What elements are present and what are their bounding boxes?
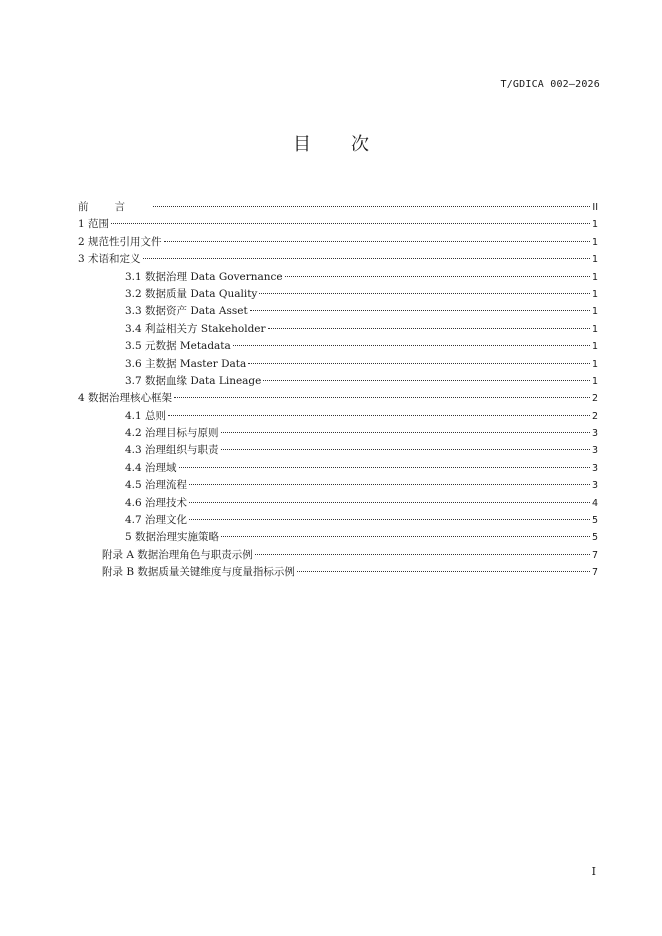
document-code: T/GDICA 002—2026: [500, 79, 600, 90]
toc-entry-label: 附录 B 数据质量关键维度与度量指标示例: [102, 566, 295, 579]
toc-entry-page: 3: [591, 428, 598, 440]
toc-leader-dots: [189, 519, 590, 520]
toc-entry-label: 2 规范性引用文件: [78, 235, 162, 248]
toc-entry[interactable]: [78, 408, 598, 425]
toc-leader-dots: [189, 502, 590, 503]
toc-entry[interactable]: [78, 373, 598, 390]
toc-entry[interactable]: [78, 216, 598, 233]
toc-entry-page: 2: [591, 410, 598, 422]
toc-entry-page: 1: [591, 271, 598, 283]
toc-leader-dots: [297, 571, 590, 572]
toc-entry-page: 7: [591, 567, 598, 579]
toc-entry-label: 5 数据治理实施策略: [125, 531, 220, 544]
toc-entry-page: 1: [591, 254, 598, 266]
toc-entry-label: 3 术语和定义: [78, 253, 141, 266]
toc-entry-label: 3.4 利益相关方 Stakeholder: [125, 322, 266, 335]
toc-leader-dots: [250, 310, 590, 311]
toc-leader-dots: [221, 432, 590, 433]
toc-entry-label: 4 数据治理核心框架: [78, 392, 173, 405]
toc-entry-label: 3.6 主数据 Master Data: [125, 357, 247, 370]
toc-entry-label: 1 范围: [78, 218, 110, 231]
toc-leader-dots: [221, 449, 590, 450]
toc-leader-dots: [174, 397, 590, 398]
toc-entry[interactable]: [78, 495, 598, 512]
toc-entry-page: 5: [591, 532, 598, 544]
toc-entry-page: 1: [591, 236, 598, 248]
toc-entry-label: 4.5 治理流程: [125, 479, 188, 492]
toc-entry[interactable]: [78, 390, 598, 407]
toc-entry-page: 7: [591, 549, 598, 561]
toc-leader-dots: [168, 415, 590, 416]
toc-entry[interactable]: [78, 477, 598, 494]
toc-entry-label: 4.3 治理组织与职责: [125, 444, 219, 457]
toc-leader-dots: [189, 484, 590, 485]
toc-leader-dots: [263, 380, 590, 381]
toc-leader-dots: [233, 345, 590, 346]
page-number: I: [591, 865, 596, 878]
toc-entry-label: 3.2 数据质量 Data Quality: [125, 287, 258, 300]
toc-entry[interactable]: [78, 356, 598, 373]
toc-entry-page: 1: [591, 288, 598, 300]
toc-leader-dots: [255, 554, 590, 555]
toc-entry[interactable]: [78, 303, 598, 320]
toc-entry[interactable]: [78, 442, 598, 459]
toc-leader-dots: [111, 223, 590, 224]
toc-entry[interactable]: [78, 286, 598, 303]
toc-entry-label: 4.6 治理技术: [125, 496, 188, 509]
toc-entry-label: 4.2 治理目标与原则: [125, 427, 219, 440]
toc-leader-dots: [248, 363, 590, 364]
toc-leader-dots: [259, 293, 590, 294]
toc-leader-dots: [221, 536, 590, 537]
toc-entry[interactable]: [78, 321, 598, 338]
toc-entry[interactable]: [78, 234, 598, 251]
toc-entry[interactable]: [78, 512, 598, 529]
toc-leader-dots: [143, 258, 590, 259]
toc-entry-label: 3.5 元数据 Metadata: [125, 340, 231, 353]
toc-entry[interactable]: [78, 338, 598, 355]
toc-entry-label: 前言: [78, 201, 151, 213]
page-title: 目次: [293, 134, 409, 155]
toc-entry-page: 1: [591, 306, 598, 318]
toc-leader-dots: [268, 328, 590, 329]
toc-leader-dots: [285, 276, 590, 277]
toc-entry-page: 1: [591, 341, 598, 353]
toc-entry[interactable]: [78, 547, 598, 564]
toc-leader-dots: [179, 467, 590, 468]
toc-entry-label: 4.7 治理文化: [125, 514, 188, 527]
toc-entry[interactable]: [78, 529, 598, 546]
toc-entry[interactable]: [78, 564, 598, 581]
toc-entry-page: 3: [591, 462, 598, 474]
toc-entry-label: 3.3 数据资产 Data Asset: [125, 305, 248, 318]
toc-entry-page: II: [592, 202, 598, 213]
toc-entry-page: 2: [591, 393, 598, 405]
toc-entry-page: 3: [591, 480, 598, 492]
toc-entry[interactable]: [78, 199, 598, 216]
toc-entry-page: 4: [591, 497, 598, 509]
toc-leader-dots: [153, 206, 590, 207]
toc-entry[interactable]: [78, 251, 598, 268]
toc-entry-label: 4.1 总则: [125, 409, 167, 422]
toc-leader-dots: [164, 241, 590, 242]
toc-entry-page: 1: [591, 358, 598, 370]
toc-entry-page: 1: [591, 375, 598, 387]
table-of-contents: [78, 199, 598, 582]
toc-entry[interactable]: [78, 269, 598, 286]
toc-entry-page: 1: [591, 219, 598, 231]
toc-entry-page: 3: [591, 445, 598, 457]
toc-entry-label: 3.7 数据血缘 Data Lineage: [125, 374, 262, 387]
toc-entry-label: 3.1 数据治理 Data Governance: [125, 270, 283, 283]
toc-entry[interactable]: [78, 460, 598, 477]
toc-entry[interactable]: [78, 425, 598, 442]
toc-entry-label: 4.4 治理域: [125, 461, 177, 474]
toc-entry-page: 5: [591, 515, 598, 527]
toc-entry-page: 1: [591, 323, 598, 335]
toc-entry-label: 附录 A 数据治理角色与职责示例: [102, 548, 253, 561]
